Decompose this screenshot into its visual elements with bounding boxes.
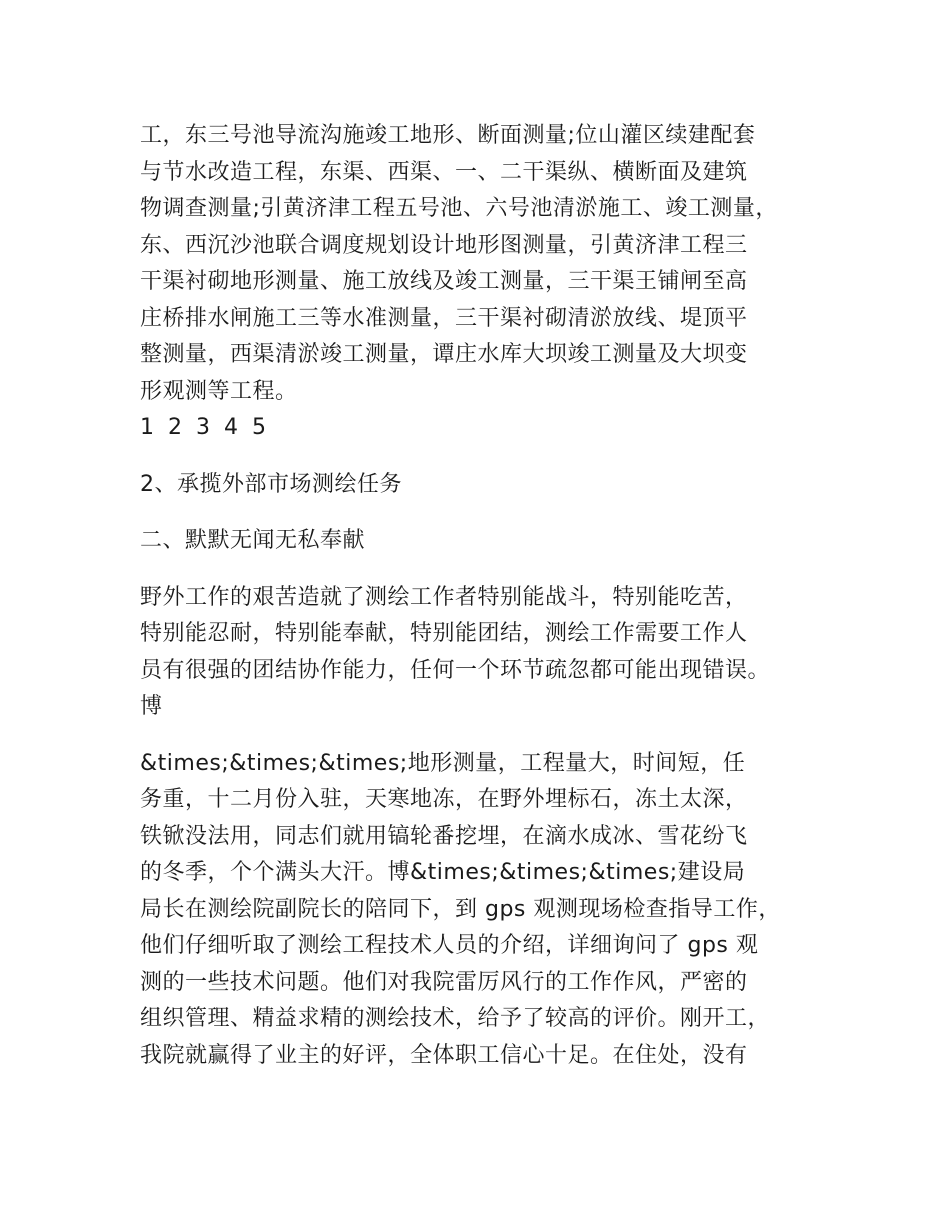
section-heading-external-market: 2、承揽外部市场测绘任务 bbox=[140, 471, 402, 497]
paragraph-page-numbers: 1 2 3 4 5 bbox=[140, 415, 267, 440]
section-heading-dedication: 二、默默无闻无私奉献 bbox=[140, 528, 366, 553]
document-body bbox=[140, 118, 830, 1074]
paragraph-topographic-survey: &times;&times;&times;地形测量，工程量大，时间短，任 务重，十二月份入驻，天寒地冻，在野外埋标石，冻土太深， 铁锨没法用，同志们就用镐轮番挖埋，在滴水成冰、雪花纷飞 的冬季，个个满头大汗。博&times;&times;&times;建设局 局长在测绘院副院长的陪同下，到 gps 观测现场检查指导工作， 他们仔细听取了测绘工程技术人员的介绍，详细询问了 gps 观 测的一些技术问题。他们对我院雷厉风行的工作作风，严密的 组织管理、精益求精的测绘技术，给予了较高的评价。刚开工， 我院就赢得了业主的好评，全体职工信心十足。在住处，没有 bbox=[140, 750, 781, 1068]
paragraph-project-list: 工，东三号池导流沟施竣工地形、断面测量;位山灌区续建配套 与节水改造工程，东渠、西渠、一、二干渠纵、横断面及建筑 物调查测量;引黄济津工程五号池、六号池清淤施工、竣工测量， 东、西沉沙池联合调度规划设计地形图测量，引黄济津工程三 干渠衬砌地形测量、施工放线及竣工测量，三干渠王铺闸至高 庄桥排水闸施工三等水准测量，三干渠衬砌清淤放线、堤顶平 整测量，西渠清淤竣工测量，谭庄水库大坝竣工测量及大坝变 形观测等工程。 bbox=[140, 123, 778, 404]
paragraph-field-work: 野外工作的艰苦造就了测绘工作者特别能战斗，特别能吃苦， 特别能忍耐，特别能奉献，特别能团结，测绘工作需要工作人 员有很强的团结协作能力，任何一个环节疏忽都可能出现错误。 博 bbox=[140, 584, 771, 719]
